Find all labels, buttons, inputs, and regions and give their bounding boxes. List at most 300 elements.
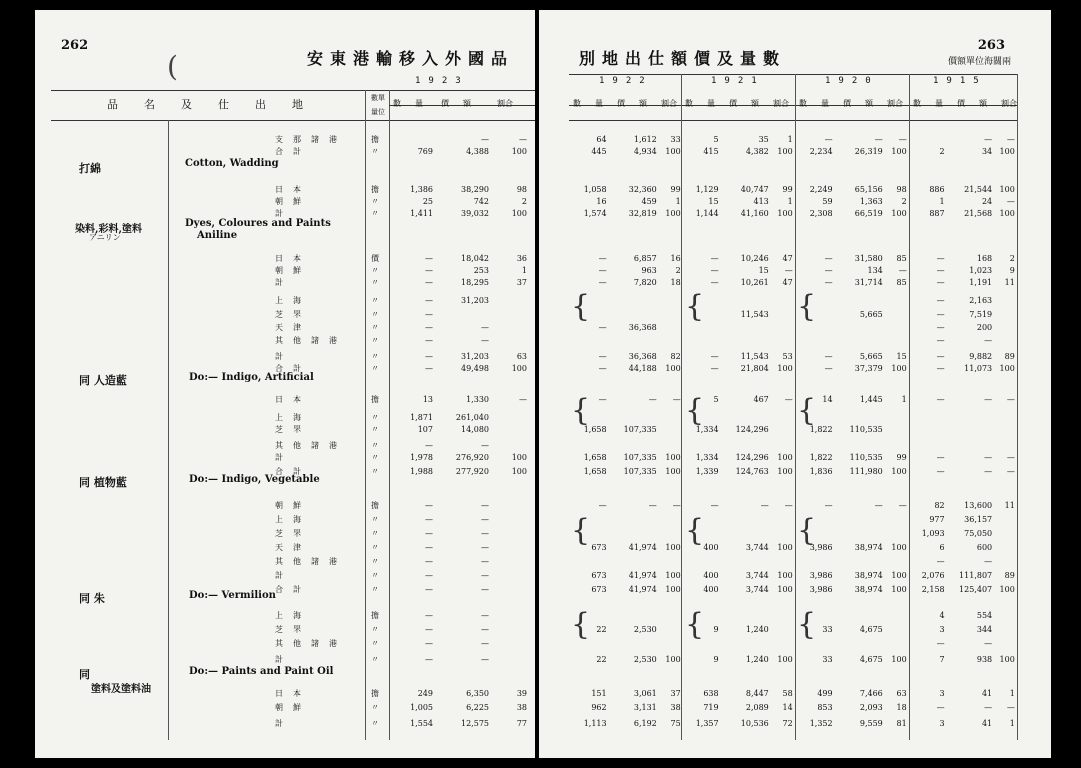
cell-value: 41,974 — [628, 571, 657, 580]
cell-quantity: 445 — [591, 147, 607, 156]
cell-quantity: 1,822 — [809, 453, 833, 462]
cell-quantity: 499 — [817, 689, 833, 698]
cell-share: 75 — [670, 719, 681, 728]
table-row — [35, 253, 535, 265]
cell-share: — — [784, 395, 793, 404]
sub-header: 額 — [865, 99, 873, 108]
table-row — [35, 309, 535, 321]
cell-value: 124,296 — [735, 453, 769, 462]
cell-share: 100 — [891, 543, 907, 552]
cell-quantity: 1,093 — [921, 529, 945, 538]
cell-share: 2 — [901, 197, 907, 206]
cell-value: 4,388 — [466, 147, 489, 156]
cell-share: 11 — [1004, 501, 1015, 510]
cell-quantity: 5 — [713, 395, 719, 404]
cell-share: 100 — [665, 585, 681, 594]
cell-value: 2,530 — [633, 625, 657, 634]
cell-value: — — [481, 515, 489, 524]
table-row — [35, 466, 535, 478]
cell-value: — — [760, 501, 769, 510]
cell-value: 13,600 — [964, 501, 993, 510]
row-origin: 上海 — [275, 611, 311, 620]
row-origin: 計 — [275, 352, 293, 361]
cell-quantity: — — [425, 557, 433, 566]
table-row — [539, 584, 1051, 596]
sub-header: 價 — [617, 99, 625, 108]
cell-share: 72 — [782, 719, 793, 728]
row-unit: 〃 — [371, 585, 379, 594]
cell-value: 1,612 — [633, 135, 657, 144]
table-row — [539, 309, 1051, 321]
table-row — [539, 208, 1051, 220]
table-row — [35, 654, 535, 666]
cell-quantity: 3,986 — [809, 585, 833, 594]
cell-value: 3,061 — [633, 689, 657, 698]
row-origin: 計 — [275, 453, 293, 462]
cell-share: 89 — [1004, 352, 1015, 361]
cell-value: — — [481, 571, 489, 580]
cell-value: 5,665 — [859, 352, 883, 361]
cell-quantity: — — [425, 310, 433, 319]
cell-quantity: — — [598, 352, 607, 361]
cell-quantity: — — [598, 323, 607, 332]
cell-quantity: 977 — [929, 515, 945, 524]
cell-quantity: — — [936, 395, 945, 404]
cell-quantity: — — [710, 254, 719, 263]
cell-share: — — [519, 395, 527, 404]
cell-quantity: — — [710, 278, 719, 287]
cell-quantity: — — [425, 611, 433, 620]
table-row — [539, 363, 1051, 375]
category-en: Do:— Paints and Paint Oil — [189, 666, 334, 677]
row-unit: 〃 — [371, 336, 379, 345]
sub-header: 量 — [707, 99, 715, 108]
row-origin: 芝罘 — [275, 625, 311, 634]
cell-value: 742 — [473, 197, 489, 206]
row-unit: 〃 — [371, 529, 379, 538]
cell-quantity: 1,357 — [695, 719, 719, 728]
cell-value: 11,543 — [740, 310, 769, 319]
table-row — [539, 452, 1051, 464]
cell-quantity: 6 — [939, 543, 945, 552]
table-row — [35, 638, 535, 650]
cell-value: — — [481, 323, 489, 332]
cell-value: 3,744 — [745, 571, 769, 580]
cell-share: 1 — [521, 266, 527, 275]
cell-quantity: — — [425, 278, 433, 287]
category-jp: 染料,彩料,塗料 — [75, 224, 142, 235]
cell-value: — — [648, 395, 657, 404]
sub-header: 數 — [393, 99, 401, 108]
table-row — [35, 351, 535, 363]
cell-share: 100 — [891, 585, 907, 594]
cell-value: — — [481, 639, 489, 648]
item-name-header: 品名及仕出地 — [107, 98, 329, 111]
cell-quantity: — — [936, 310, 945, 319]
cell-value: 24 — [981, 197, 993, 206]
cell-value: 38,290 — [461, 185, 489, 194]
cell-value: 1,240 — [745, 655, 769, 664]
cell-quantity: 400 — [703, 585, 719, 594]
cell-value: 110,535 — [849, 425, 883, 434]
cell-share: 100 — [999, 147, 1015, 156]
cell-share: 1 — [1009, 719, 1015, 728]
table-row — [539, 146, 1051, 158]
cell-share: 98 — [896, 185, 907, 194]
table-row — [35, 542, 535, 554]
cell-quantity: 400 — [703, 571, 719, 580]
cell-value: 18,295 — [461, 278, 489, 287]
table-row — [539, 654, 1051, 666]
cell-value: 15 — [758, 266, 769, 275]
brace-mark: { — [797, 607, 817, 642]
cell-value: 467 — [753, 395, 769, 404]
cell-quantity: 249 — [417, 689, 433, 698]
brace-mark: { — [571, 513, 591, 548]
cell-value: — — [481, 585, 489, 594]
cell-share: 100 — [999, 364, 1015, 373]
cell-quantity: 1,836 — [809, 467, 833, 476]
cell-value: — — [984, 557, 993, 566]
cell-share: 100 — [665, 453, 681, 462]
cell-value: 124,296 — [735, 425, 769, 434]
cell-value: 107,335 — [623, 453, 657, 462]
brace-mark: { — [685, 607, 705, 642]
cell-quantity: 1,978 — [410, 453, 433, 462]
row-unit: 擔 — [371, 185, 379, 194]
cell-value: 31,203 — [461, 352, 489, 361]
cell-share: 100 — [665, 364, 681, 373]
table-row — [539, 610, 1051, 622]
row-unit: 〃 — [371, 209, 379, 218]
row-origin: 朝鮮 — [275, 266, 311, 275]
table-row — [35, 570, 535, 582]
row-unit: 〃 — [371, 655, 379, 664]
cell-value: 107,335 — [623, 467, 657, 476]
table-row — [35, 702, 535, 714]
cell-quantity: — — [936, 352, 945, 361]
cell-quantity: 673 — [591, 585, 607, 594]
cell-value: 26,319 — [854, 147, 883, 156]
cell-quantity: — — [824, 266, 833, 275]
cell-value: 10,536 — [740, 719, 769, 728]
row-unit: 〃 — [371, 364, 379, 373]
category-jp-sub: アニリン — [89, 233, 121, 242]
row-unit: 〃 — [371, 278, 379, 287]
cell-quantity: — — [936, 557, 945, 566]
cell-share: 81 — [896, 719, 907, 728]
cell-value: 459 — [641, 197, 657, 206]
cell-quantity: 16 — [596, 197, 607, 206]
cell-value: 32,360 — [628, 185, 657, 194]
table-row — [539, 335, 1051, 347]
cell-quantity: — — [710, 352, 719, 361]
table-row — [35, 624, 535, 636]
row-origin: 其他諸港 — [275, 639, 347, 648]
cell-quantity: 82 — [934, 501, 945, 510]
cell-share: — — [1006, 135, 1015, 144]
table-row — [539, 265, 1051, 277]
cell-share: 100 — [891, 655, 907, 664]
sub-header: 量 — [821, 99, 829, 108]
cell-share: 100 — [777, 543, 793, 552]
cell-share: 100 — [511, 364, 527, 373]
cell-quantity: 33 — [822, 655, 833, 664]
cell-share: 100 — [777, 453, 793, 462]
cell-value: 31,203 — [461, 296, 489, 305]
cell-quantity: 4 — [939, 611, 945, 620]
sub-header: 量 — [935, 99, 943, 108]
cell-share: 99 — [782, 185, 793, 194]
cell-share: 37 — [670, 689, 681, 698]
table-row — [35, 265, 535, 277]
cell-quantity: 9 — [713, 625, 719, 634]
cell-value: 44,188 — [628, 364, 657, 373]
cell-share: 16 — [670, 254, 681, 263]
row-unit: 〃 — [371, 639, 379, 648]
cell-quantity: — — [425, 585, 433, 594]
cell-value: 600 — [976, 543, 993, 552]
cell-share: 14 — [782, 703, 793, 712]
cell-share: 1 — [901, 395, 907, 404]
cell-share: 100 — [891, 571, 907, 580]
cell-share: 100 — [511, 209, 527, 218]
cell-quantity: 15 — [708, 197, 719, 206]
cell-quantity: 1,144 — [695, 209, 719, 218]
category-jp: 打綿 — [79, 162, 101, 175]
category-en: Cotton, Wadding — [185, 158, 279, 169]
row-origin: 日本 — [275, 689, 311, 698]
cell-share: 100 — [891, 209, 907, 218]
table-row — [35, 610, 535, 622]
cell-quantity: — — [936, 323, 945, 332]
table-row — [35, 295, 535, 307]
sub-header: 數 — [573, 99, 581, 108]
cell-quantity: 1,822 — [809, 425, 833, 434]
row-origin: 計 — [275, 571, 293, 580]
row-unit: 〃 — [371, 557, 379, 566]
cell-value: 4,382 — [745, 147, 769, 156]
row-unit: 〃 — [371, 296, 379, 305]
cell-share: 2 — [521, 197, 527, 206]
cell-share: 100 — [999, 585, 1015, 594]
cell-quantity: — — [824, 278, 833, 287]
cell-value: — — [984, 336, 993, 345]
table-row — [539, 542, 1051, 554]
row-origin: 計 — [275, 209, 293, 218]
cell-value: 168 — [976, 254, 993, 263]
cell-quantity: 400 — [703, 543, 719, 552]
cell-value: 253 — [473, 266, 489, 275]
row-unit: 〃 — [371, 323, 379, 332]
table-row — [539, 440, 1051, 452]
cell-quantity: — — [824, 501, 833, 510]
row-origin: 朝鮮 — [275, 703, 311, 712]
cell-share: 100 — [999, 209, 1015, 218]
cell-value: 49,498 — [461, 364, 489, 373]
cell-quantity: 1,334 — [695, 425, 719, 434]
table-row — [539, 528, 1051, 540]
cell-quantity: — — [425, 296, 433, 305]
cell-quantity: — — [425, 639, 433, 648]
brace-mark: { — [797, 393, 817, 428]
cell-value: 31,714 — [854, 278, 883, 287]
row-origin: 計 — [275, 719, 293, 728]
cell-value: 18,042 — [461, 254, 489, 263]
cell-share: — — [898, 135, 907, 144]
cell-value: — — [481, 625, 489, 634]
cell-share: 47 — [782, 278, 793, 287]
cell-quantity: — — [824, 364, 833, 373]
table-row — [539, 514, 1051, 526]
category-en: Do:— Indigo, Vegetable — [189, 474, 320, 485]
cell-quantity: 1,352 — [809, 719, 833, 728]
cell-value: 35 — [758, 135, 769, 144]
category-en: Dyes, Coloures and Paints — [185, 218, 331, 229]
cell-quantity: — — [936, 266, 945, 275]
cell-quantity: 1,129 — [695, 185, 719, 194]
cell-share: — — [672, 395, 681, 404]
cell-share: 47 — [782, 254, 793, 263]
row-unit: 價 — [371, 254, 379, 263]
table-row — [35, 184, 535, 196]
cell-share: 99 — [670, 185, 681, 194]
cell-value: 938 — [976, 655, 993, 664]
cell-quantity: — — [710, 266, 719, 275]
cell-quantity: 1,411 — [410, 209, 433, 218]
cell-value: 2,089 — [745, 703, 769, 712]
cell-quantity: 1,658 — [583, 467, 607, 476]
cell-value: 66,519 — [854, 209, 883, 218]
sub-header: 額 — [979, 99, 987, 108]
table-row — [35, 363, 535, 375]
cell-value: 1,191 — [969, 278, 993, 287]
cell-share: — — [898, 501, 907, 510]
cell-value: 963 — [641, 266, 657, 275]
cell-value: 38,974 — [854, 585, 883, 594]
row-origin: 合計 — [275, 364, 311, 373]
table-row — [35, 322, 535, 334]
row-unit: 〃 — [371, 571, 379, 580]
table-row — [35, 584, 535, 596]
sub-header: 數 — [913, 99, 921, 108]
table-row — [35, 424, 535, 436]
row-unit: 〃 — [371, 413, 379, 422]
cell-quantity: 13 — [422, 395, 433, 404]
sub-header: 價 — [843, 99, 851, 108]
row-unit: 〃 — [371, 543, 379, 552]
cell-share: 100 — [665, 543, 681, 552]
row-origin: 計 — [275, 278, 293, 287]
cell-quantity: — — [425, 336, 433, 345]
cell-quantity: — — [936, 453, 945, 462]
cell-quantity: 59 — [822, 197, 833, 206]
table-row — [539, 253, 1051, 265]
cell-value: 107,335 — [623, 425, 657, 434]
table-row — [539, 556, 1051, 568]
table-row — [35, 208, 535, 220]
cell-value: 41,974 — [628, 585, 657, 594]
cell-quantity: 673 — [591, 543, 607, 552]
table-row — [539, 322, 1051, 334]
cell-quantity: — — [710, 364, 719, 373]
cell-share: 18 — [896, 703, 907, 712]
cell-share: — — [519, 135, 527, 144]
cell-quantity: 22 — [596, 655, 607, 664]
row-unit: 〃 — [371, 515, 379, 524]
cell-value: — — [481, 135, 489, 144]
cell-quantity: — — [598, 254, 607, 263]
table-row — [539, 500, 1051, 512]
row-unit: 〃 — [371, 467, 379, 476]
cell-value: 3,744 — [745, 585, 769, 594]
brace-mark: { — [797, 289, 817, 324]
cell-share: 15 — [896, 352, 907, 361]
table-row — [539, 394, 1051, 406]
cell-value: 38,974 — [854, 543, 883, 552]
cell-quantity: 5 — [713, 135, 719, 144]
cell-value: — — [984, 467, 993, 476]
table-row — [35, 500, 535, 512]
cell-share: 36 — [516, 254, 527, 263]
cell-quantity: 22 — [596, 625, 607, 634]
cell-quantity: — — [425, 655, 433, 664]
cell-quantity: 2,308 — [809, 209, 833, 218]
cell-value: 1,445 — [859, 395, 883, 404]
table-row — [35, 440, 535, 452]
cell-quantity: 415 — [703, 147, 719, 156]
cell-value: 10,261 — [740, 278, 769, 287]
table-row — [539, 718, 1051, 730]
table-row — [35, 277, 535, 289]
row-origin: 上海 — [275, 515, 311, 524]
pencil-mark: ( — [167, 50, 178, 83]
table-row — [539, 624, 1051, 636]
row-origin: 日本 — [275, 185, 311, 194]
cell-quantity: 3,986 — [809, 571, 833, 580]
cell-quantity: 962 — [591, 703, 607, 712]
cell-quantity: 2,076 — [921, 571, 945, 580]
sub-header: 割合 — [497, 99, 513, 108]
left-page-title: 安東港輸移入外國品 — [307, 49, 515, 68]
cell-quantity: 853 — [817, 703, 833, 712]
cell-quantity: — — [425, 625, 433, 634]
row-unit: 擔 — [371, 135, 379, 144]
cell-value: 75,050 — [964, 529, 993, 538]
cell-value: — — [481, 611, 489, 620]
sub-header: 數 — [799, 99, 807, 108]
cell-value: 7,519 — [969, 310, 993, 319]
cell-value: — — [984, 135, 993, 144]
cell-value: — — [984, 453, 993, 462]
row-origin: 芝罘 — [275, 529, 311, 538]
cell-share: 100 — [665, 467, 681, 476]
cell-share: 100 — [777, 147, 793, 156]
cell-value: 36,368 — [628, 352, 657, 361]
cell-quantity: 3,986 — [809, 543, 833, 552]
cell-quantity: 1,574 — [583, 209, 607, 218]
cell-quantity: — — [598, 266, 607, 275]
cell-share: — — [1006, 703, 1015, 712]
cell-value: — — [481, 529, 489, 538]
cell-value: 3,744 — [745, 543, 769, 552]
table-row — [35, 146, 535, 158]
row-origin: 其他諸港 — [275, 557, 347, 566]
cell-value: 9,559 — [859, 719, 883, 728]
cell-quantity: 9 — [713, 655, 719, 664]
table-row — [35, 134, 535, 146]
cell-quantity: — — [598, 364, 607, 373]
